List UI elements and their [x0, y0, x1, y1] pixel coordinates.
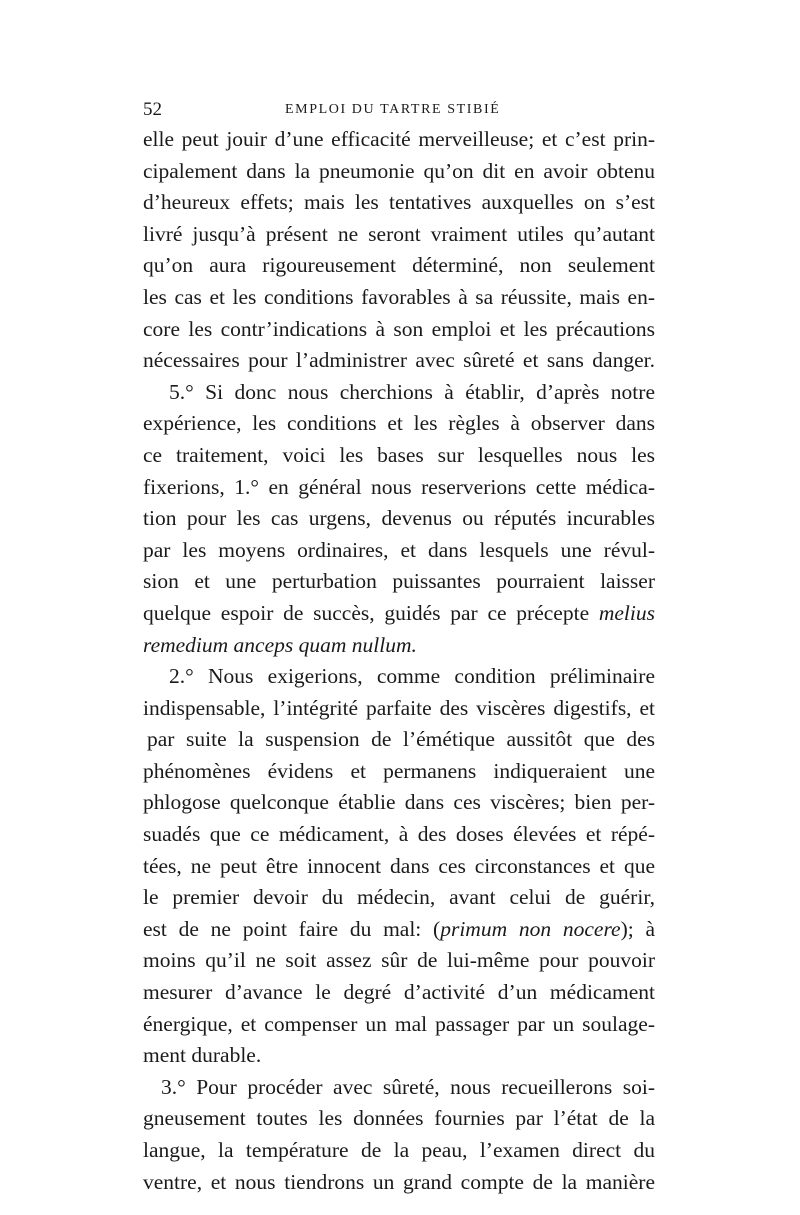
text-line: tion pour les cas urgens, devenus ou réputés incurables [143, 506, 655, 531]
text-line: les cas et les conditions favorables à sa réussite, mais en- [143, 284, 655, 309]
text-line: ment durable. [143, 1043, 262, 1068]
text-line: par les moyens ordinaires, et dans lesquels une révul- [143, 537, 655, 562]
italic-phrase: remedium anceps quam nullum. [143, 632, 417, 657]
text-line [143, 598, 655, 630]
text-line: le premier devoir du médecin, avant celui de guérir, [143, 885, 655, 910]
running-head [143, 98, 655, 122]
text-line: sion et une perturbation puissantes pourraient laisser [143, 569, 655, 594]
text-line: par suite la suspension de l’émétique aussitôt que des [147, 727, 655, 752]
running-title: EMPLOI DU TARTRE STIBIÉ [285, 102, 501, 117]
text-line: indispensable, l’intégrité parfaite des viscères digestifs, et [143, 695, 655, 720]
text-line: 5.° Si donc nous cherchions à établir, d’après notre [169, 379, 655, 404]
text-line [143, 914, 655, 946]
text-line: ventre, et nous tiendrons un grand compte de la manière [143, 1169, 655, 1194]
text-line: 2.° Nous exigerions, comme condition préliminaire [169, 664, 655, 689]
text-line: gneusement toutes les données fournies par l’état de la [143, 1106, 655, 1131]
text-line: qu’on aura rigoureusement déterminé, non seulement [143, 253, 655, 278]
text-line: d’heureux effets; mais les tentatives auxquelles on s’est [143, 190, 655, 215]
text-line: 3.° Pour procéder avec sûreté, nous recueillerons soi- [161, 1074, 655, 1099]
text-line: cipalement dans la pneumonie qu’on dit en avoir obtenu [143, 158, 655, 183]
text-line: énergique, et compenser un mal passager par un soulage- [143, 1011, 655, 1036]
text-line: langue, la température de la peau, l’examen direct du [143, 1138, 655, 1162]
text-line: suadés que ce médicament, à des doses élevées et répé- [143, 822, 655, 847]
text-line: nécessaires pour l’administrer avec sûreté et sans danger. [143, 348, 655, 373]
text-span: est de ne point faire du mal: ( [143, 916, 441, 941]
body-text [143, 124, 655, 1198]
text-line: phénomènes évidens et permanens indiqueraient une [143, 758, 655, 783]
text-line: tées, ne peut être innocent dans ces circonstances et que [143, 853, 655, 878]
text-line: fixerions, 1.° en général nous reserverions cette médica- [143, 474, 655, 499]
text-span: ); à [620, 916, 655, 941]
text-line: core les contr’indications à son emploi et les précautions [143, 316, 655, 341]
text-line [143, 630, 655, 662]
text-line: moins qu’il ne soit assez sûr de lui-même pour pouvoir [143, 948, 655, 973]
italic-word: melius [598, 600, 655, 625]
text-line: expérience, les conditions et les règles à observer dans [143, 411, 655, 436]
text-line: elle peut jouir d’une efficacité merveilleuse; et c’est prin- [143, 127, 655, 151]
text-span: quelque espoir de succès, guidés par ce précepte [143, 600, 590, 625]
text-line: phlogose quelconque établie dans ces viscères; bien per- [143, 790, 655, 815]
text-line: mesurer d’avance le degré d’activité d’un médicament [143, 980, 655, 1005]
page-number: 52 [143, 99, 162, 120]
text-line: livré jusqu’à présent ne seront vraiment utiles qu’autant [143, 221, 655, 246]
text-line: ce traitement, voici les bases sur lesquelles nous les [143, 442, 655, 467]
italic-phrase: primum non nocere [440, 916, 621, 941]
